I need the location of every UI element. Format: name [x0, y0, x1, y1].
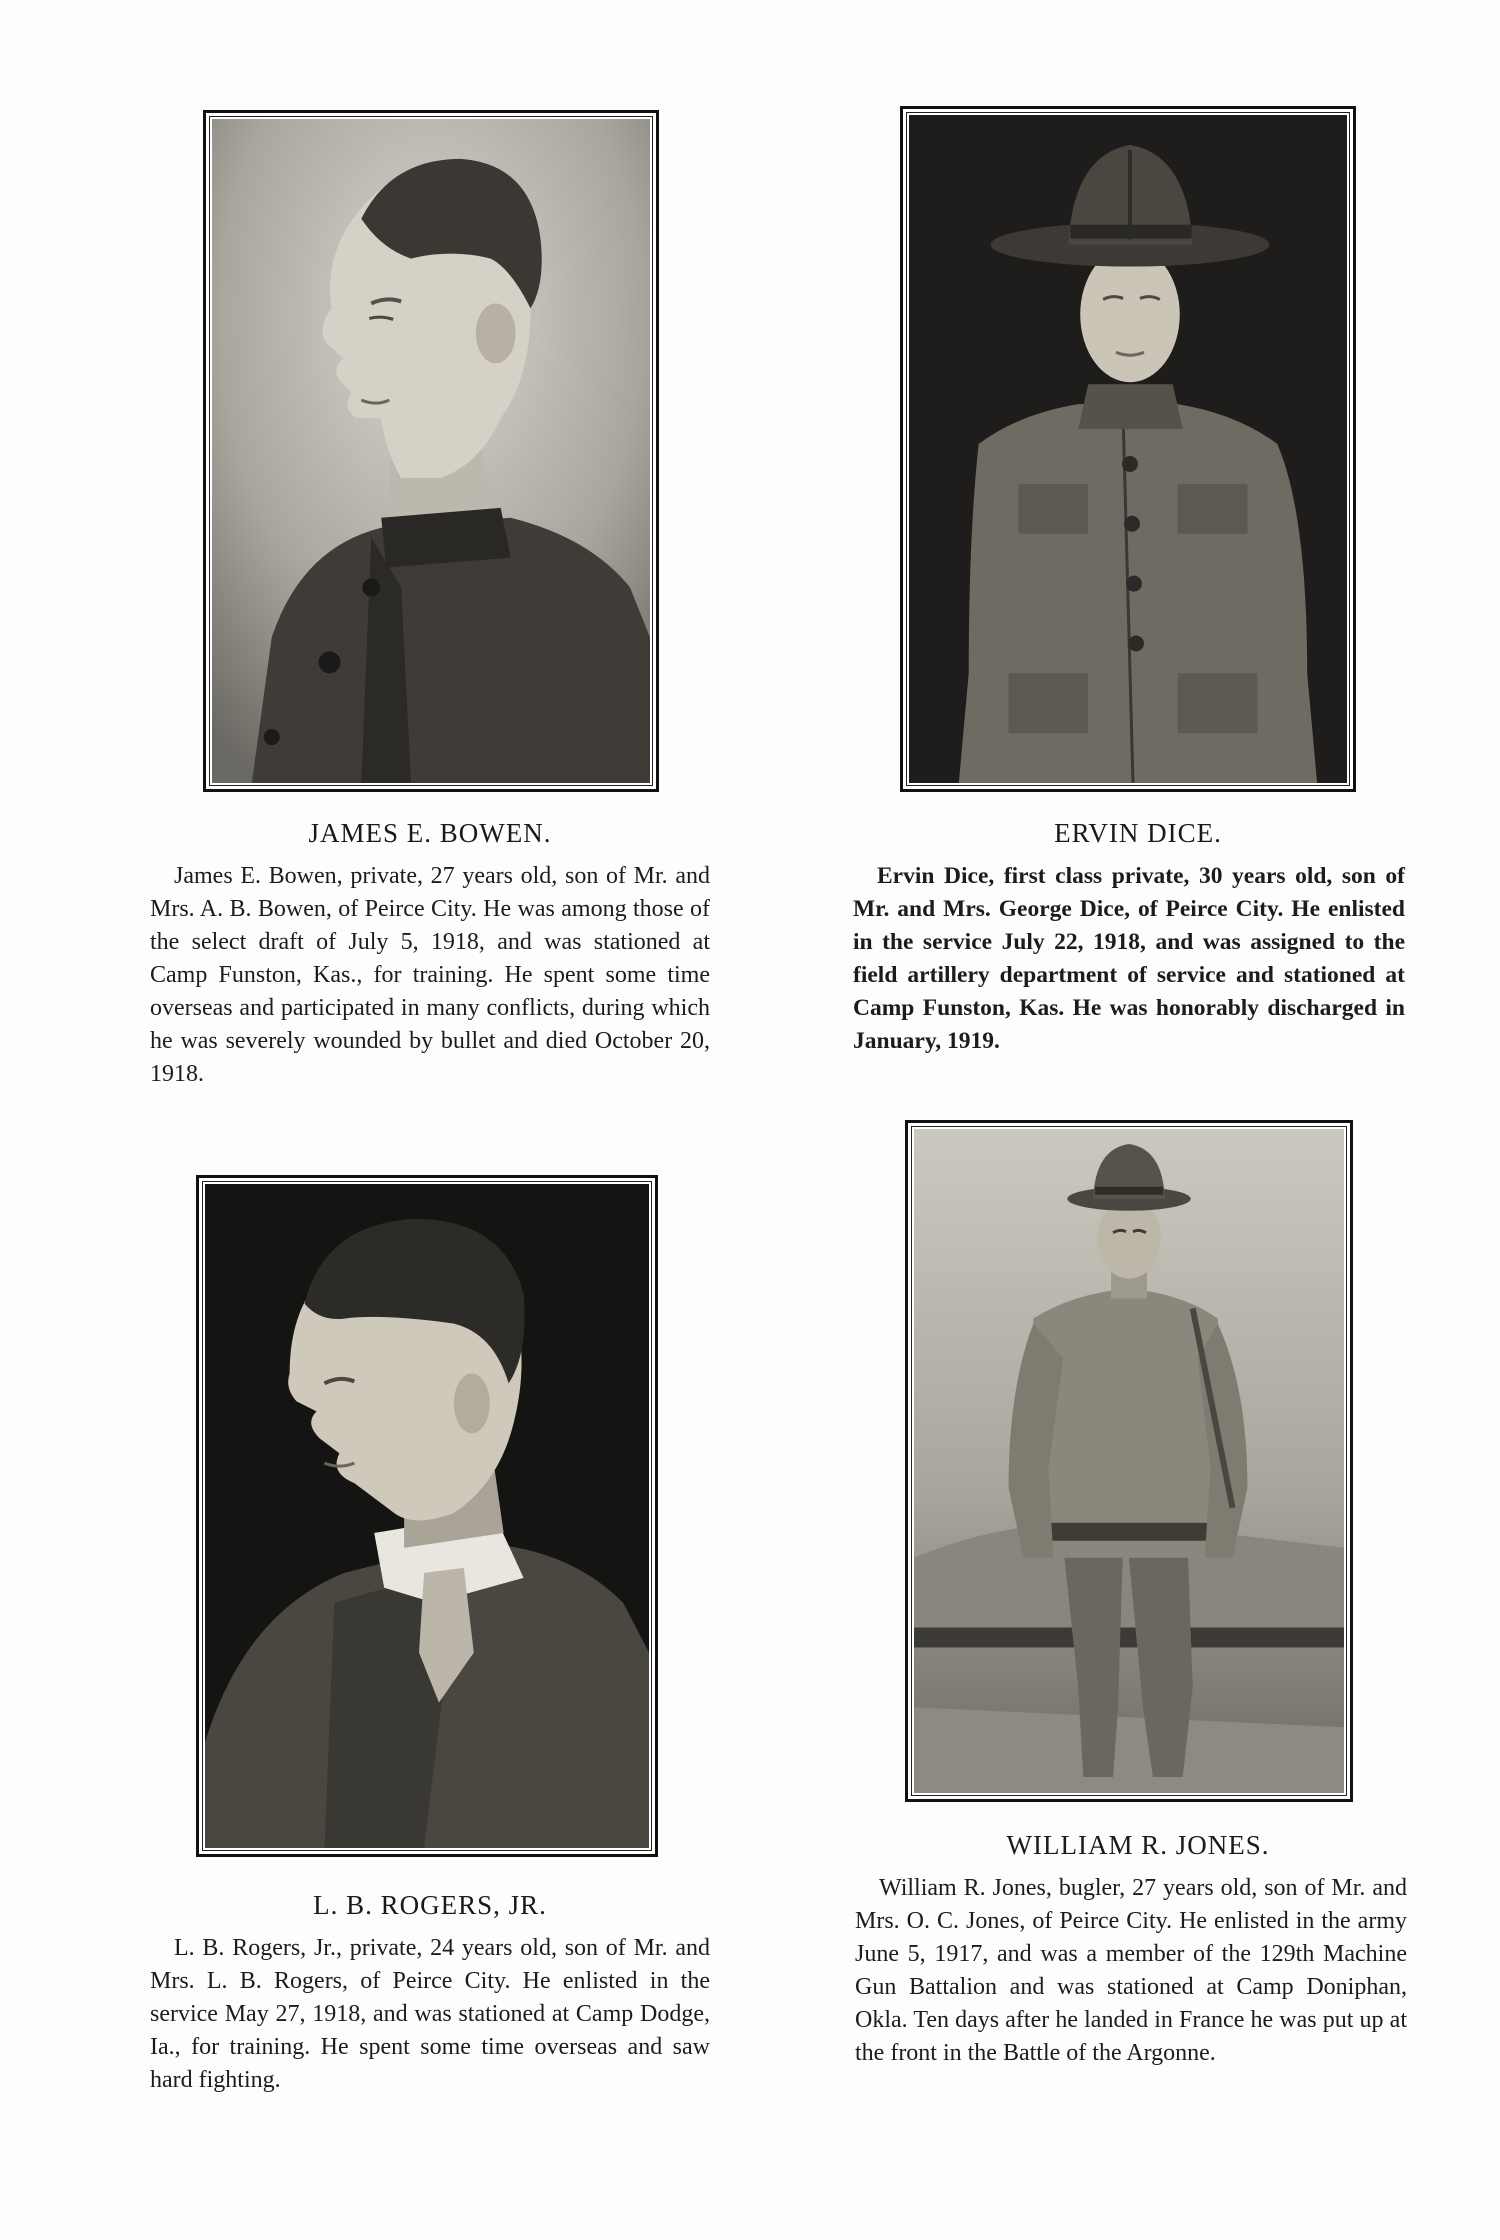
bio-text-bowen: James E. Bowen, private, 27 years old, son of Mr. and Mrs. A. B. Bowen, of Peirce City. He was among those of the select draft of July 5, 1918, and was stationed at Camp Funston, Kas., for training. He spent some time overseas and participated in many conflicts, during which he was severely wounded by bullet and died October 20, 1918. — [150, 863, 710, 1087]
portrait-photo-bowen — [203, 110, 659, 792]
name-heading-jones: WILLIAM R. JONES. — [1006, 1830, 1270, 1860]
name-heading-bowen: JAMES E. BOWEN. — [308, 818, 552, 848]
name-heading-dice: ERVIN DICE. — [1054, 818, 1222, 848]
portrait-photo-jones — [905, 1120, 1353, 1802]
portrait-photo-dice — [900, 106, 1356, 792]
portrait-photo-rogers — [196, 1175, 658, 1857]
bio-text-jones: William R. Jones, bugler, 27 years old, son of Mr. and Mrs. O. C. Jones, of Peirce City. He enlisted in the army June 5, 1917, and was a member of the 129th Machine Gun Battalion and was stationed at Camp Doniphan, Okla. Ten days after he landed in France he was put up at the front in the Battle of the Argonne. — [855, 1875, 1407, 2066]
name-heading-rogers: L. B. ROGERS, JR. — [313, 1890, 547, 1920]
bio-text-dice: Ervin Dice, first class private, 30 years old, son of Mr. and Mrs. George Dice, of Peirce City. He enlisted in the service July 22, 1918, and was assigned to the field artillery department of service and stationed at Camp Funston, Kas. He was honorably discharged in January, 1919. — [853, 863, 1405, 1054]
bio-text-rogers: L. B. Rogers, Jr., private, 24 years old, son of Mr. and Mrs. L. B. Rogers, of Peirce City. He enlisted in the service May 27, 1918, and was stationed at Camp Dodge, Ia., for training. He spent some time overseas and saw hard fighting. — [150, 1935, 710, 2093]
